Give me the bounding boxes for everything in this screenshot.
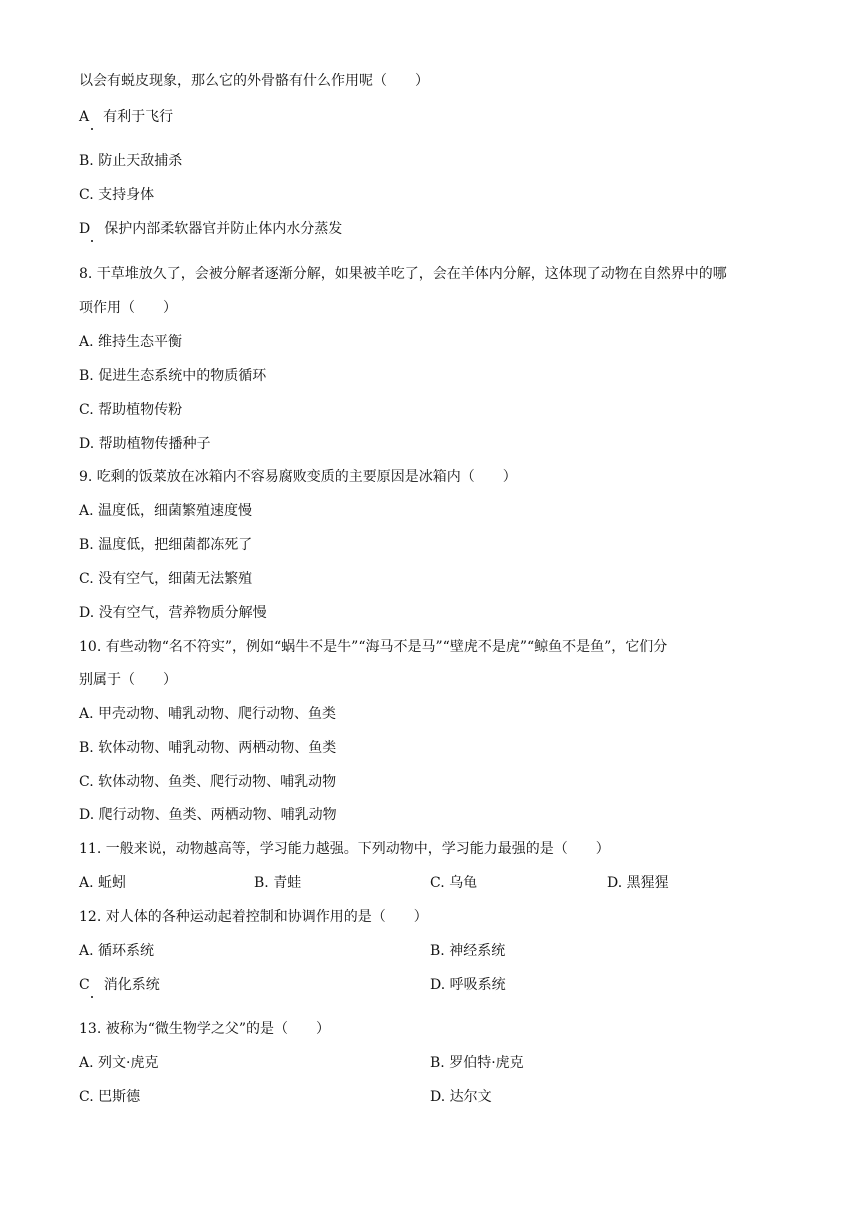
question-10-option-d: D. 爬行动物、鱼类、两栖动物、哺乳动物: [79, 807, 337, 823]
question-12-stem: 12. 对人体的各种运动起着控制和协调作用的是（ ）: [79, 909, 428, 925]
question-12-option-b: B. 神经系统: [430, 943, 506, 959]
dot-mark: [91, 128, 93, 130]
question-8-stem-line-1: 8. 干草堆放久了，会被分解者逐渐分解，如果被羊吃了，会在羊体内分解，这体现了动物在自然界中的哪: [79, 266, 727, 282]
question-9-stem: 9. 吃剩的饭菜放在冰箱内不容易腐败变质的主要原因是冰箱内（ ）: [79, 469, 517, 485]
question-10-stem-line-1: 10. 有些动物“名不符实”，例如“蜗牛不是牛”“海马不是马”“壁虎不是虎”“鲸鱼不是鱼”，它们分: [79, 639, 668, 655]
question-11-stem: 11. 一般来说，动物越高等，学习能力越强。下列动物中，学习能力最强的是（ ）: [79, 841, 610, 857]
question-8-stem-line-2: 项作用（ ）: [79, 300, 177, 316]
question-12-option-a: A. 循环系统: [79, 943, 155, 959]
question-12-option-c: C 消化系统: [79, 977, 160, 993]
question-8-option-d: D. 帮助植物传播种子: [79, 436, 211, 452]
question-11-option-c: C. 乌龟: [430, 875, 478, 891]
question-9-option-a: A. 温度低，细菌繁殖速度慢: [79, 503, 253, 519]
question-9-option-c: C. 没有空气，细菌无法繁殖: [79, 571, 253, 587]
question-7-option-d: D 保护内部柔软器官并防止体内水分蒸发: [79, 221, 343, 237]
question-7-option-a: A 有利于飞行: [79, 109, 174, 125]
question-7-stem-continued: 以会有蜕皮现象，那么它的外骨骼有什么作用呢（ ）: [79, 73, 429, 89]
question-10-stem-line-2: 别属于（ ）: [79, 672, 177, 688]
question-9-option-b: B. 温度低，把细菌都冻死了: [79, 537, 253, 553]
question-13-option-a: A. 列文·虎克: [79, 1055, 159, 1071]
question-7-option-b: B. 防止天敌捕杀: [79, 153, 183, 169]
question-13-option-c: C. 巴斯德: [79, 1089, 141, 1105]
question-10-option-c: C. 软体动物、鱼类、爬行动物、哺乳动物: [79, 774, 337, 790]
question-11-option-b: B. 青蛙: [254, 875, 302, 891]
question-10-option-a: A. 甲壳动物、哺乳动物、爬行动物、鱼类: [79, 706, 337, 722]
question-12-option-d: D. 呼吸系统: [430, 977, 506, 993]
question-7-option-c: C. 支持身体: [79, 187, 155, 203]
question-8-option-b: B. 促进生态系统中的物质循环: [79, 368, 267, 384]
question-11-option-d: D. 黑猩猩: [607, 875, 669, 891]
question-9-option-d: D. 没有空气，营养物质分解慢: [79, 605, 267, 621]
dot-mark: [91, 996, 93, 998]
question-13-option-b: B. 罗伯特·虎克: [430, 1055, 524, 1071]
question-13-stem: 13. 被称为“微生物学之父”的是（ ）: [79, 1021, 331, 1037]
question-11-option-a: A. 蚯蚓: [79, 875, 127, 891]
question-13-option-d: D. 达尔文: [430, 1089, 492, 1105]
dot-mark: [91, 240, 93, 242]
question-10-option-b: B. 软体动物、哺乳动物、两栖动物、鱼类: [79, 740, 337, 756]
question-8-option-a: A. 维持生态平衡: [79, 334, 183, 350]
question-8-option-c: C. 帮助植物传粉: [79, 402, 183, 418]
